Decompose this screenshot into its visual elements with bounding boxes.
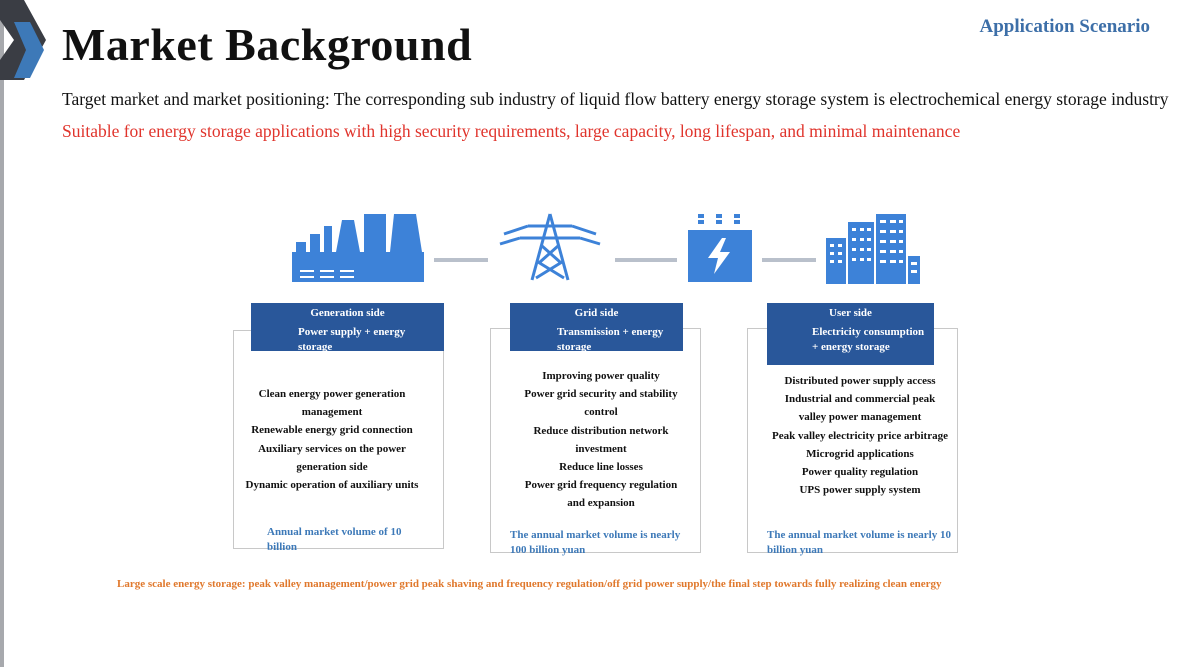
list-item: Reduce distribution network investment	[533, 424, 669, 455]
column-subtitle: Power supply + energy storage	[298, 326, 406, 351]
list-item: Renewable energy grid connection	[251, 424, 413, 437]
list-item: Industrial and commercial peak valley power management	[784, 393, 936, 424]
grid-side-header	[510, 303, 683, 351]
user-side-header	[767, 303, 934, 365]
column-title: Grid side	[574, 307, 619, 319]
list-item: Peak valley electricity price arbitrage	[772, 429, 948, 442]
battery-icon	[686, 212, 756, 284]
grid-side-items	[515, 367, 687, 513]
market-volume-label: The annual market volume is nearly 100 billion yuan	[510, 529, 681, 556]
list-item: Dynamic operation of auxiliary units	[245, 479, 419, 492]
list-item: UPS power supply system	[799, 484, 921, 497]
user-side-items	[770, 372, 950, 499]
generation-side-header	[251, 303, 444, 351]
list-item: Clean energy power generation management	[258, 388, 406, 419]
list-item: Distributed power supply access	[784, 375, 936, 387]
connector-line	[762, 258, 816, 262]
generation-side-items	[238, 385, 426, 494]
intro-line-suitability: Suitable for energy storage applications with high security requirements, large capacity, long lifespan, and minimal maintenance	[62, 121, 961, 141]
chevron-logo-icon	[0, 0, 48, 80]
section-label: Application Scenario	[979, 16, 1150, 37]
column-title: Generation side	[310, 307, 385, 319]
left-edge-bar	[0, 0, 4, 667]
list-item: Power grid frequency regulation and expansion	[524, 479, 678, 510]
list-item: Power grid security and stability control	[524, 388, 678, 419]
footer-note: Large scale energy storage: peak valley management/power grid peak shaving and frequency regulation/off grid power supply/the final step towards fully realizing clean energy	[117, 578, 942, 590]
market-volume-label: Annual market volume of 10 billion	[267, 526, 402, 553]
list-item: Auxiliary services on the power generation side	[258, 442, 406, 473]
power-plant-icon	[290, 212, 430, 284]
list-item: Improving power quality	[542, 370, 660, 382]
city-buildings-icon	[824, 212, 922, 286]
page-title: Market Background	[62, 19, 473, 70]
intro-line-market: Target market and market positioning: The corresponding sub industry of liquid flow battery energy storage system is electrochemical energy storage industry	[62, 89, 1169, 109]
column-title: User side	[829, 307, 872, 319]
list-item: Power quality regulation	[801, 466, 919, 479]
list-item: Reduce line losses	[559, 461, 643, 474]
connector-line	[434, 258, 488, 262]
transmission-tower-icon	[498, 212, 602, 284]
connector-line	[615, 258, 677, 262]
column-subtitle: Transmission + energy storage	[557, 326, 664, 351]
column-subtitle: Electricity consumption + energy storage	[812, 326, 925, 353]
market-volume-label: The annual market volume is nearly 10 billion yuan	[767, 529, 951, 556]
list-item: Microgrid applications	[806, 447, 914, 460]
